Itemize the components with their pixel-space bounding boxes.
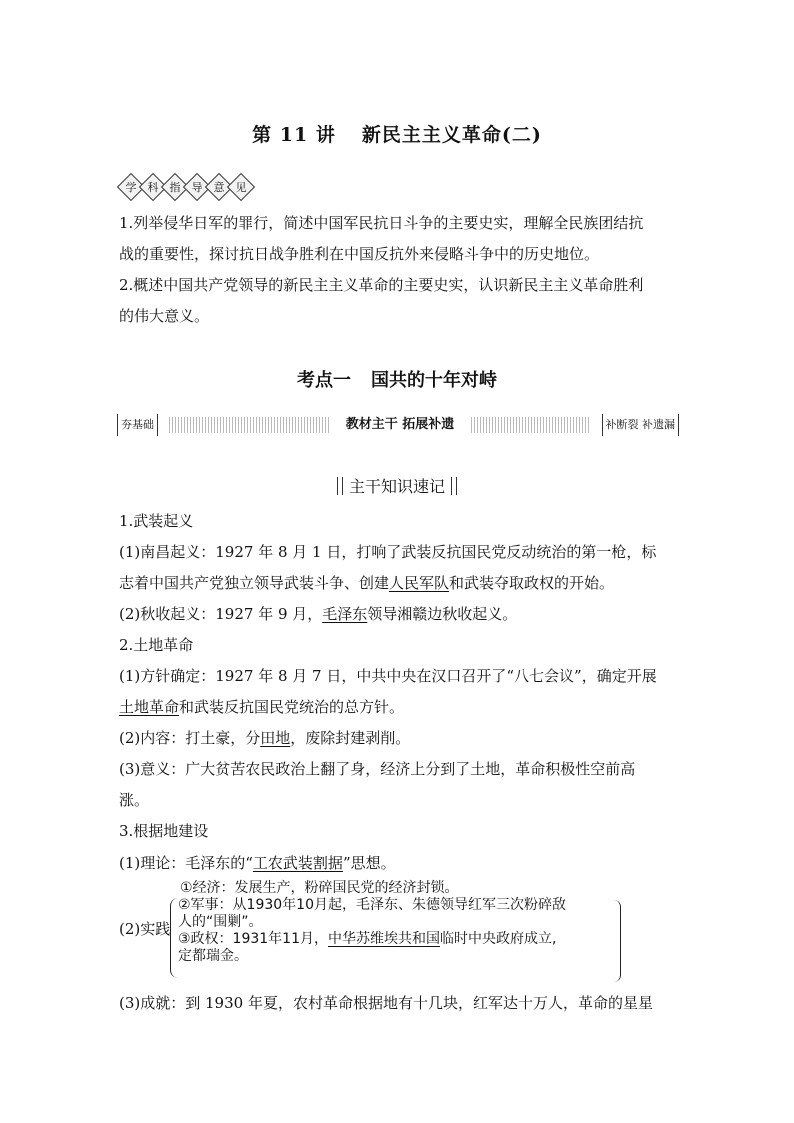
theory: (1)理论：毛泽东的“工农武装割据”思想。 xyxy=(119,854,396,872)
land-revolution-significance: (3)意义：广大贫苦农民政治上翻了身，经济上分到了土地，革命积极性空前高 涨。 xyxy=(119,760,636,809)
banner-right-label: 补断裂 补遗漏 xyxy=(602,414,680,436)
section-banner xyxy=(117,414,679,436)
heading-armed-uprising: 1.武装起义 xyxy=(119,512,194,530)
lecture-number: 第 11 讲 xyxy=(252,124,336,146)
guidance-badge xyxy=(120,176,252,200)
badge-char: 导 xyxy=(183,173,211,201)
subheading-bar-left xyxy=(337,477,343,495)
practice-economy: ①经济：发展生产，粉碎国民党的经济封锁。 xyxy=(180,880,459,896)
banner-stripe xyxy=(471,417,589,433)
practice-list xyxy=(178,880,618,965)
section-title xyxy=(0,366,794,392)
heading-land-revolution: 2.土地革命 xyxy=(119,636,194,654)
heading-base-building: 3.根据地建设 xyxy=(119,822,209,840)
banner-left-label: 夯基础 xyxy=(117,414,158,436)
lecture-title: 新民主主义革命(二) xyxy=(361,124,542,146)
badge-char: 见 xyxy=(227,173,255,201)
achievements: (3)成就：到 1930 年夏，农村革命根据地有十几块，红军达十万人，革命的星星 xyxy=(119,994,653,1012)
badge-char: 指 xyxy=(161,173,189,201)
underlined-term: 土地革命 xyxy=(119,698,180,716)
guidance-item-1: 1.列举侵华日军的罪行，简述中国军民抗日斗争的主要史实，理解全民族团结抗 战的重要性，探讨抗日战争胜利在中国反抗外来侵略斗争中的历史地位。 xyxy=(119,214,644,263)
guidance-item-2: 2.概述中国共产党领导的新民主主义革命的主要史实，认识新民主主义革命胜利 的伟大意义。 xyxy=(119,276,644,325)
section-label: 考点一 xyxy=(297,370,351,391)
banner-center-label: 教材主干 拓展补遗 xyxy=(345,417,455,432)
subheading: 主干知识速记 xyxy=(0,474,794,497)
practice-military-cont: 人的“围剿”。 xyxy=(178,914,263,930)
land-revolution-content: (2)内容：打土豪，分田地，废除封建剥削。 xyxy=(119,729,411,747)
page-title xyxy=(0,120,794,147)
nanchang-uprising: (1)南昌起义：1927 年 8 月 1 日，打响了武装反抗国民党反动统治的第一枪，标 志着中国共产党独立领导武装斗争、创建人民军队和武装夺取政权的开始。 xyxy=(119,543,657,592)
underlined-term: 人民军队 xyxy=(389,574,450,592)
underlined-term: 工农武装割据 xyxy=(252,854,343,872)
practice-label: (2)实践 xyxy=(119,920,171,938)
badge-char: 科 xyxy=(139,173,167,201)
policy-determination: (1)方针确定：1927 年 8 月 7 日，中共中央在汉口召开了“八七会议”，确定开展 土地革命和武装反抗国民党统治的总方针。 xyxy=(119,667,657,716)
underlined-term: 毛泽东 xyxy=(322,605,368,623)
autumn-harvest-uprising: (2)秋收起义：1927 年 9 月，毛泽东领导湘赣边秋收起义。 xyxy=(119,605,518,623)
underlined-term: 田地 xyxy=(260,729,291,747)
banner-stripe xyxy=(169,417,329,433)
badge-char: 学 xyxy=(117,173,145,201)
section-name: 国共的十年对峙 xyxy=(371,370,497,391)
underlined-term: 中华苏维埃共和国 xyxy=(328,931,440,947)
practice-government: ③政权：1931年11月，中华苏维埃共和国临时中央政府成立, xyxy=(178,931,557,947)
practice-military: ②军事：从1930年10月起，毛泽东、朱德领导红军三次粉碎敌 xyxy=(178,897,566,913)
practice-government-cont: 定都瑞金。 xyxy=(178,948,248,964)
badge-char: 意 xyxy=(205,173,233,201)
subheading-bar-right xyxy=(451,477,457,495)
